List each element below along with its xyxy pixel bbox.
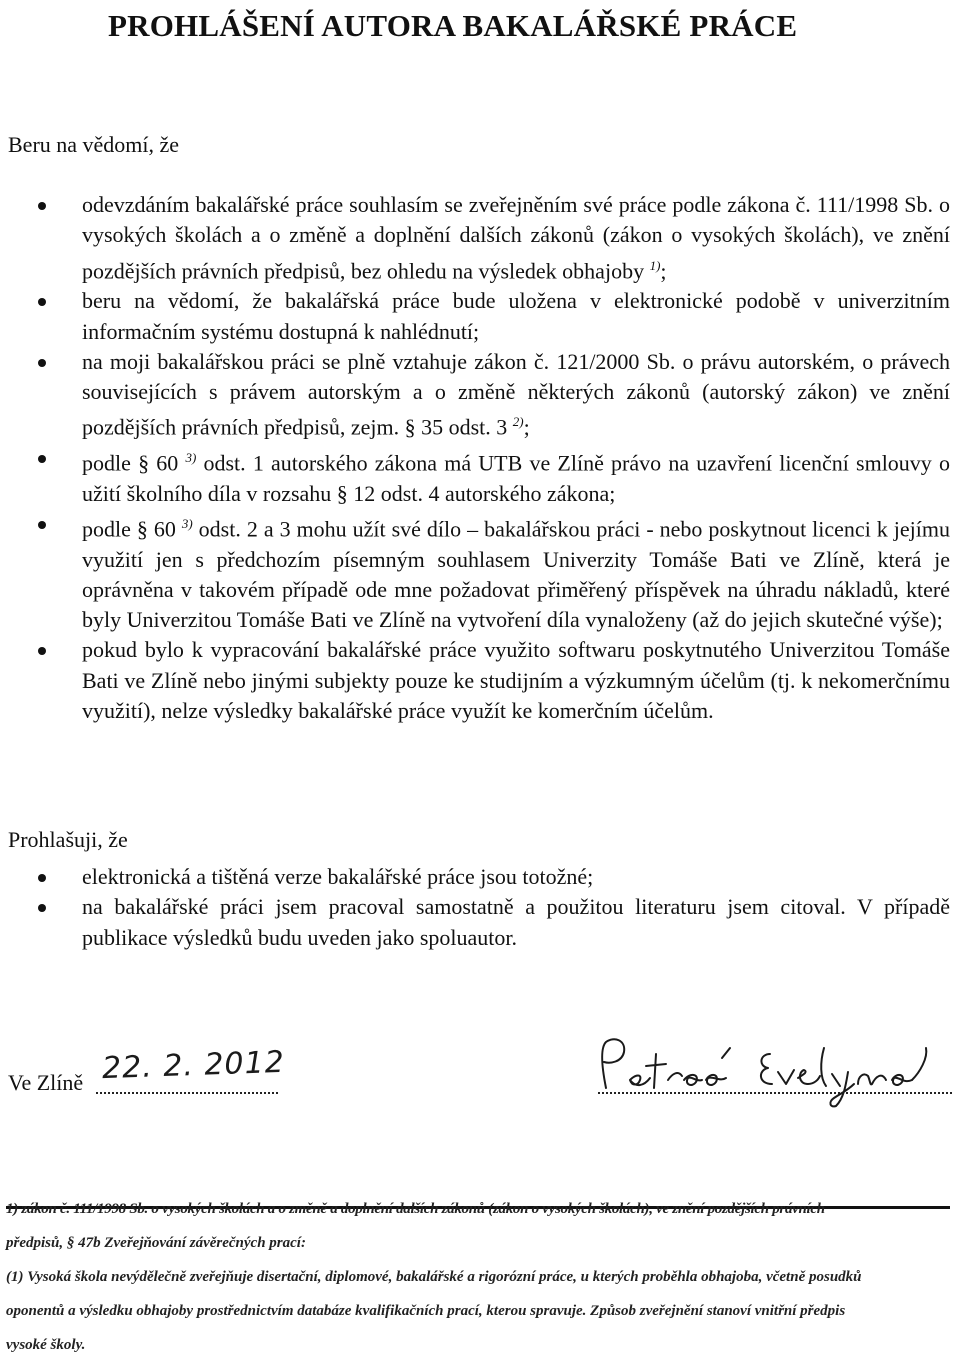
footnote-ref: 3) [185,450,197,466]
list-item-text-cont: odst. 2 a 3 mohu užít své dílo – bakalářskou práci - nebo poskytnout licenci k jejímu využití jen s předchozím písemným souhlasem Univerzity Tomáše Bati ve Zlíně, která je oprávněna v takovém případě ode mne požadovat přiměřený příspěvek na úhradu nákladů, které byly Univerzitou Tomáše Bati ve Zlíně na vytvoření díla vynaloženy (až do jejich skutečné výše); [82,516,950,633]
list-item [0,509,950,636]
handwritten-signature [592,1018,952,1108]
list-item-tail: ; [523,414,530,440]
bullet-icon [38,359,46,367]
list-item [0,443,950,509]
list-item [0,347,950,443]
bullet-icon [38,298,46,306]
list-item [0,635,950,726]
footnote-ref: 3) [181,515,193,531]
footnote-line: 1) zákon č. 111/1998 Sb. o vysokých školách a o změně a doplnění dalších zákonů (zákon o vysokých školách), ve znění pozdějších právních [6,1201,825,1217]
signature-row [8,1044,953,1102]
footnote-line: vysoké školy. [6,1337,86,1353]
bullet-icon [38,455,46,463]
list-item-text: odevzdáním bakalářské práce souhlasím se zveřejněním své práce podle zákona č. 111/1998 Sb. o vysokých školách a o změně a doplnění dalších zákonů (zákon o vysokých školách), ve znění pozdějších právních předpisů, bez ohledu na výsledek obhajoby [82,192,950,283]
bullet-icon [38,874,46,882]
list-item-text: na bakalářské práci jsem pracoval samostatně a použitou literaturu jsem citoval. V případě publikace výsledků budu uveden jako spoluautor. [82,894,950,950]
list-item-text: na moji bakalářskou práci se plně vztahuje zákon č. 121/2000 Sb. o právu autorském, o právech souvisejících s právem autorským a o změně některých zákonů (autorský zákon) ve znění pozdějších právních předpisů, zejm. § 35 odst. 3 [82,348,950,440]
section1-intro: Beru na vědomí, že [8,132,180,157]
list-item-text: podle § 60 [82,450,179,476]
list-item [0,892,950,953]
signature-place: Ve Zlíně [8,1070,84,1095]
page-title: PROHLÁŠENÍ AUTORA BAKALÁŘSKÉ PRÁCE [108,8,798,43]
bullet-icon [38,202,46,210]
list-item-tail: ; [660,257,667,283]
section2-intro: Prohlašuji, že [8,827,128,852]
bullet-icon [38,521,46,529]
handwritten-date: 22. 2. 2012 [101,1044,286,1087]
footnotes [6,1192,952,1362]
bullet-icon [38,904,46,912]
footnote-line: předpisů, § 47b Zveřejňování závěrečných prací: [6,1235,306,1251]
footnote-line: oponentů a výsledku obhajoby prostřednictvím databáze kvalifikačních prací, kterou spravuje. Způsob zveřejnění stanoví vnitřní předpis [6,1303,846,1319]
footnote-ref: 2) [512,414,524,430]
bullet-icon [38,647,46,655]
acknowledgement-list [0,190,950,726]
list-item-text: elektronická a tištěná verze bakalářské práce jsou totožné; [82,864,594,889]
list-item-text: podle § 60 [82,516,176,542]
footnote-ref: 1) [649,257,661,273]
list-item [0,862,950,892]
list-item-text: beru na vědomí, že bakalářská práce bude uložena v elektronické podobě v univerzitním informačním systému dostupná k nahlédnutí; [82,288,950,344]
list-item [0,286,950,347]
list-item-text-cont: odst. 1 autorského zákona má UTB ve Zlíně právo na uzavření licenční smlouvy o užití školního díla v rozsahu § 12 odst. 4 autorského zákona; [82,450,950,506]
declaration-list [0,862,950,953]
list-item-text: pokud bylo k vypracování bakalářské práce využito softwaru poskytnutého Univerzitou Tomáše Bati ve Zlíně nebo jinými subjekty pouze ke studijním a výzkumným účelům (tj. k nekomerčnímu využití), nelze výsledky bakalářské práce využít ke komerčním účelům. [82,637,950,724]
list-item [0,190,950,286]
footnote-line: (1) Vysoká škola nevýdělečně zveřejňuje disertační, diplomové, bakalářské a rigorózní práce, u kterých proběhla obhajoba, včetně posudků [6,1269,862,1285]
